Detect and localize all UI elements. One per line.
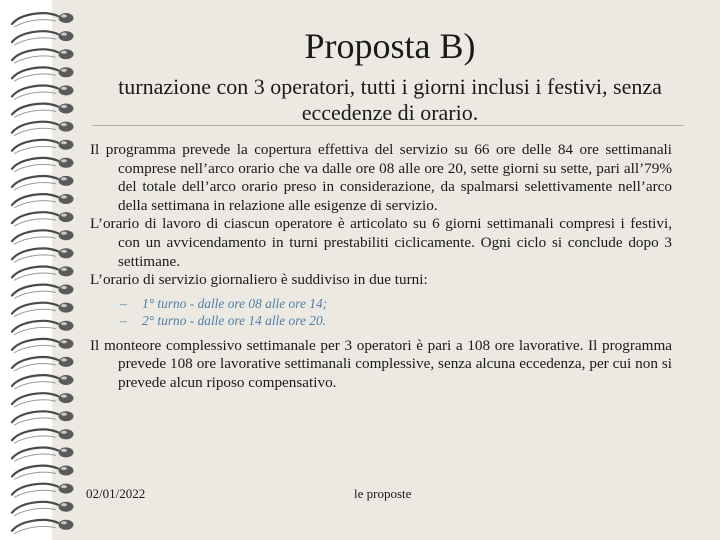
spiral-ring <box>12 520 74 534</box>
slide-title: Proposta B) <box>304 26 476 66</box>
spiral-ring <box>12 303 74 317</box>
spiral-ring <box>12 393 74 407</box>
body-paragraph-schedule: L’orario di lavoro di ciascun operatore è articolato su 6 giorni settimanali compresi i festivi, con un avvicendamento in turni prestabiliti ciclicamente. Ogni ciclo si conclude dopo 3 settimane. <box>90 215 672 270</box>
body-paragraph-total-hours: Il monteore complessivo settimanale per 3 operatori è pari a 108 ore lavorative. Il programma prevede 108 ore lavorative settimanali complessive, senza alcuna eccedenza, per cui non si prevede alcun riposo compensativo. <box>90 336 672 391</box>
slide-body <box>90 141 672 393</box>
shift-item-first <box>90 295 672 313</box>
spiral-ring <box>12 339 74 353</box>
spiral-ring <box>12 447 74 461</box>
spiral-ring <box>12 502 74 516</box>
spiral-ring <box>12 158 74 172</box>
spiral-ring <box>12 176 74 190</box>
shift-item-second <box>90 312 672 330</box>
dash-bullet: – <box>120 313 127 329</box>
spiral-ring <box>12 285 74 299</box>
spiral-ring <box>12 429 74 443</box>
spiral-ring <box>12 484 74 498</box>
spiral-ring <box>12 85 74 99</box>
dash-bullet: – <box>120 295 127 311</box>
spiral-ring <box>12 375 74 389</box>
spiral-ring <box>12 321 74 335</box>
shift-item-text: 1° turno - dalle ore 08 alle ore 14; <box>142 295 328 311</box>
spiral-ring <box>12 411 74 425</box>
shift-item-text: 2° turno - dalle ore 14 alle ore 20. <box>142 313 326 329</box>
spiral-ring <box>12 122 74 136</box>
spiral-ring <box>12 67 74 81</box>
divider-line <box>92 125 684 126</box>
spiral-ring <box>12 212 74 226</box>
spiral-ring <box>12 357 74 371</box>
body-paragraph-coverage: Il programma prevede la copertura effettiva del servizio su 66 ore delle 84 ore settimanali comprese nell’arco orario che va dalle ore 08 alle ore 20, sette giorni su sette, pari all’79% del totale dell’arco orario preso in considerazione, da spalmarsi selettivamente nell’arco della settimana in relazione alle esigenze di servizio. <box>90 141 672 214</box>
spiral-ring <box>12 230 74 244</box>
spiral-ring <box>12 466 74 480</box>
spiral-ring <box>12 140 74 154</box>
footer-label: le proposte <box>354 486 412 501</box>
spiral-ring <box>12 248 74 262</box>
spiral-ring <box>12 266 74 280</box>
spiral-ring <box>12 194 74 208</box>
footer-date: 02/01/2022 <box>86 486 146 501</box>
spiral-ring <box>12 104 74 118</box>
spiral-binding-decoration <box>0 0 100 540</box>
slide-subtitle: turnazione con 3 operatori, tutti i giorni inclusi i festivi, senza eccedenze di orario. <box>118 74 662 125</box>
shift-list <box>90 295 672 330</box>
body-paragraph-shifts: L’orario di servizio giornaliero è suddiviso in due turni: <box>90 271 428 289</box>
